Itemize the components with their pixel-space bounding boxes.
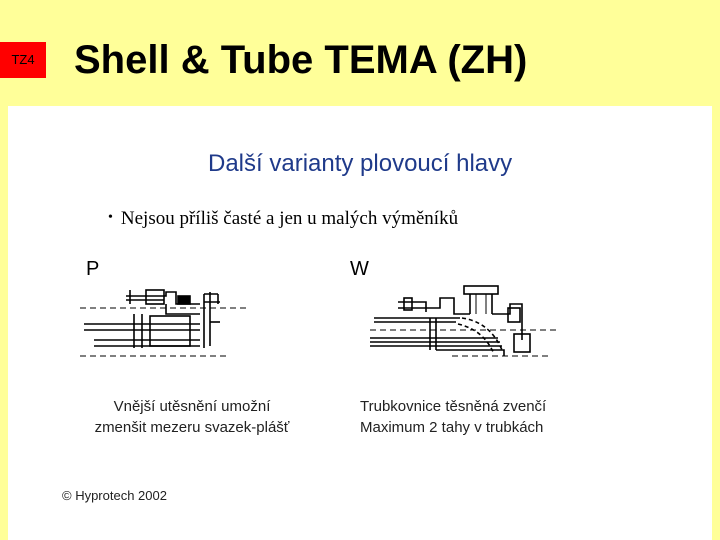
bullet-text: Nejsou příliš časté a jen u malých výměníků bbox=[120, 208, 459, 229]
variant-p-caption bbox=[66, 396, 318, 438]
variant-w-caption-line2: Maximum 2 tahy v trubkách bbox=[360, 419, 544, 436]
variant-w-label: W bbox=[350, 258, 369, 280]
copyright-text: © Hyprotech 2002 bbox=[62, 488, 167, 503]
variant-w-caption bbox=[360, 396, 620, 438]
variant-p-label: P bbox=[86, 258, 100, 280]
slide-subtitle: Další varianty plovoucí hlavy bbox=[208, 150, 513, 177]
bullet-item bbox=[108, 208, 458, 230]
variant-p-caption-line2: zmenšit mezeru svazek-plášť bbox=[94, 419, 290, 436]
variant-w-caption-line1: Trubkovnice těsněná zvenčí bbox=[360, 398, 547, 415]
slide-title: Shell & Tube TEMA (ZH) bbox=[74, 38, 528, 82]
variant-p-drawing bbox=[80, 282, 270, 364]
bullet-dot-icon: • bbox=[108, 210, 113, 225]
slide-badge: TZ4 bbox=[0, 42, 46, 78]
variant-w-drawing bbox=[370, 284, 560, 376]
variant-p-caption-line1: Vnější utěsnění umožní bbox=[113, 398, 271, 415]
